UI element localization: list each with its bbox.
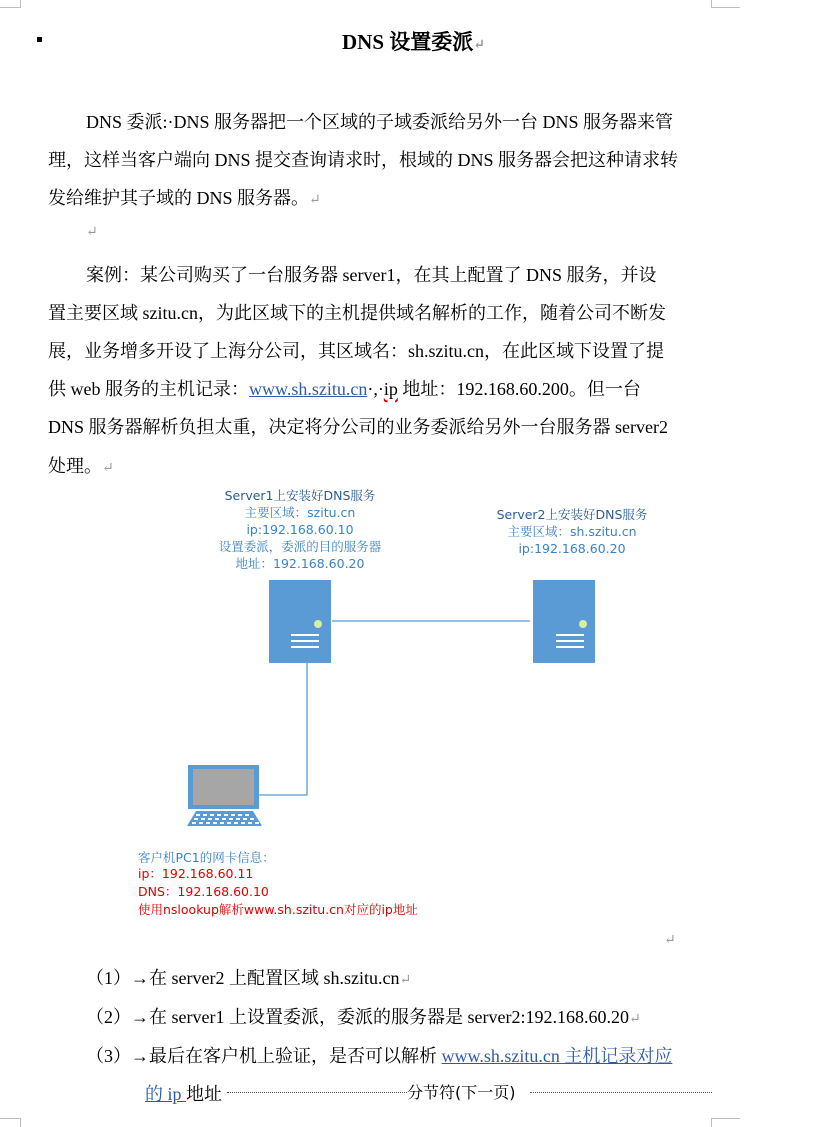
client-computer-icon	[187, 765, 262, 826]
para1-line1: DNS 委派:·DNS 服务器把一个区域的子域委派给另外一台 DNS 服务器来管	[86, 112, 674, 132]
server1-label: Server1上安装好DNS服务 主要区域：szitu.cn ip:192.168.60.10 设置委派，委派的目的服务器 地址：192.168.60.20	[218, 488, 382, 571]
server1-icon	[269, 580, 331, 663]
step-1: （1）→在 server2 上配置区域 sh.szitu.cn↵	[86, 968, 412, 988]
para1-line2: 理，这样当客户端向 DNS 提交查询请求时，根域的 DNS 服务器会把这种请求转	[48, 150, 679, 170]
para1-line3: 发给维护其子域的 DNS 服务器。↵	[48, 188, 321, 208]
hyperlink-step3[interactable]: www.sh.szitu.cn 主机记录对应	[441, 1046, 673, 1066]
hyperlink-step3-cont[interactable]: 的 ip	[145, 1084, 187, 1104]
client-dns: DNS：192.168.60.10	[138, 884, 269, 899]
client-ip: ip：192.168.60.11	[138, 866, 254, 881]
empty-paragraph-mark: ↵	[86, 225, 98, 240]
paragraph-mark: ↵	[664, 933, 676, 948]
case-line1: 案例：某公司购买了一台服务器 server1，在其上配置了 DNS 服务，并设	[86, 265, 657, 285]
case-line2: 置主要区域 szitu.cn，为此区域下的主机提供域名解析的工作，随着公司不断发	[48, 303, 666, 323]
server2-label: Server2上安装好DNS服务 主要区域：sh.szitu.cn ip:192.168.60.20	[496, 507, 648, 556]
server1-client-link	[258, 663, 307, 795]
case-line6: 处理。↵	[48, 456, 114, 476]
case-line4: 供 web 服务的主机记录：www.sh.szitu.cn·,·ip 地址：192.168.60.200。但一台	[48, 379, 641, 399]
case-line3: 展，业务增多开设了上海分公司，其区域名：sh.szitu.cn，在此区域下设置了提	[48, 341, 664, 361]
case-line5: DNS 服务器解析负担太重，决定将分公司的业务委派给另外一台服务器 server2	[48, 417, 668, 437]
server2-icon	[533, 580, 595, 663]
client-task: 使用nslookup解析www.sh.szitu.cn对应的ip地址	[138, 902, 418, 917]
client-info-heading: 客户机PC1的网卡信息：	[138, 850, 275, 865]
hyperlink-www-sh-szitu-cn[interactable]: www.sh.szitu.cn	[249, 379, 368, 399]
step-3-cont: 的 ip 地址	[145, 1084, 223, 1104]
section-break-line-right	[530, 1092, 712, 1093]
step-3: （3）→最后在客户机上验证，是否可以解析 www.sh.szitu.cn 主机记录对应	[86, 1046, 673, 1066]
step-2: （2）→在 server1 上设置委派，委派的服务器是 server2:192.168.60.20↵	[86, 1007, 641, 1027]
section-break-line-left	[227, 1092, 407, 1093]
page-title: DNS 设置委派↵	[342, 30, 485, 54]
section-break-label: 分节符(下一页)	[407, 1083, 516, 1102]
